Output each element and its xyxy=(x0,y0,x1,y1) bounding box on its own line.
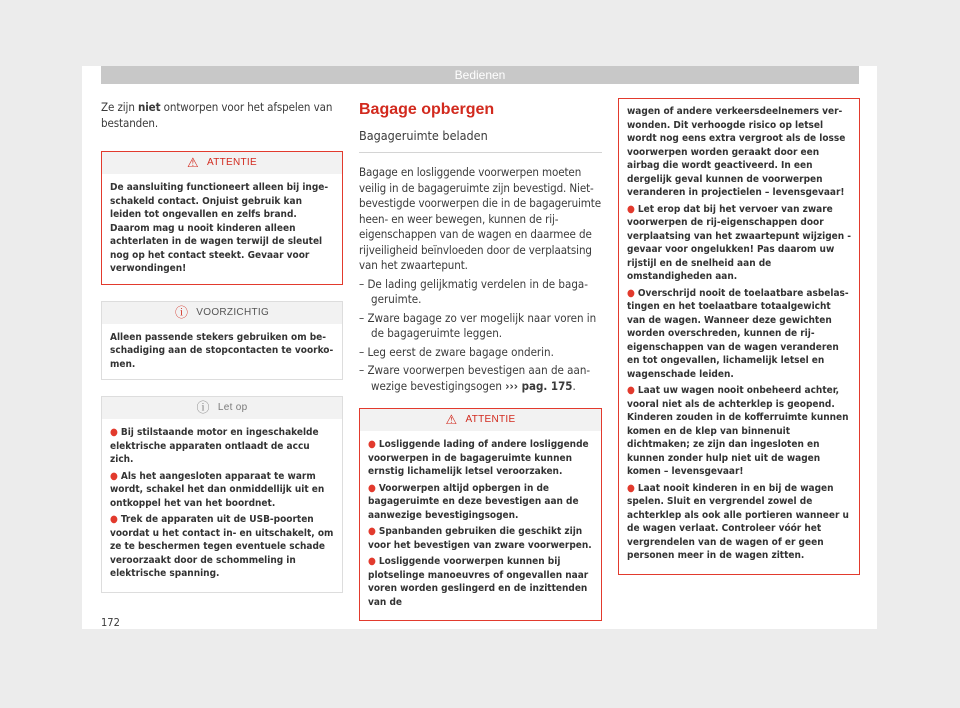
bullet-icon: ● xyxy=(110,427,118,438)
warning-box-title: ATTENTIE xyxy=(206,157,257,169)
list-item: ● Let erop dat bij het vervoer van zware voorwerpen de rij-eigenschappen door verplaatsing van het zwaartepunt wijzigen - gevaar voor ongelukken! Pas daarom uw rijstijl en de snelheid aan de omstandigheden aan. xyxy=(627,203,852,282)
list-item: ● Laat uw wagen nooit onbeheerd achter, vooral niet als de achterklep is geopend. Kinderen zouden in de kofferruimte kunnen komen en de klep van binnenuit dichtmaken; ze zijn dan ingesloten en kunnen zonder hulp niet uit de wagen komen – levensgevaar! xyxy=(627,385,849,477)
list-item: ● Losliggende voorwerpen kunnen bij plotselinge manoeuvres of ongevallen naar voren worden geslingerd en de inzittenden van de xyxy=(368,556,589,608)
info-circle-icon: ⓘ xyxy=(174,304,189,320)
dash-item: – Zware voorwerpen bevestigen aan de aanwezige bevestigingsogen ››› pag. 175. xyxy=(359,363,591,393)
note-box-letop xyxy=(101,396,343,593)
bullet-icon: ● xyxy=(627,385,635,396)
warning-text: De aansluiting functioneert alleen bij ingeschakeld contact. Onjuist gebruik kan leiden tot ongevallen en zelfs brand. Daarom mag u nooit kinderen alleen achterlaten in de wagen terwijl de sleutel nog op het contact steekt. Gevaar voor verwondingen! xyxy=(110,182,329,274)
warning-box-body xyxy=(102,174,342,284)
list-item: ● Spanbanden gebruiken die geschikt zijn voor het bevestigen van zware voorwerpen. xyxy=(368,526,592,551)
warning-box-header xyxy=(102,152,342,174)
intro-paragraph xyxy=(101,100,343,131)
warning-box-title: ATTENTIE xyxy=(465,414,516,426)
warning-triangle-icon: ⚠ xyxy=(187,155,199,171)
bullet-icon: ● xyxy=(368,526,376,537)
intro-text: Ze zijn xyxy=(101,100,138,114)
intro-text-end: ontworpen voor het afspelen van bestanden. xyxy=(101,100,333,130)
list-item: ● Losliggende lading of andere losliggende voorwerpen in de bagageruimte kunnen ernstig lichamelijk letsel veroorzaken. xyxy=(368,439,589,477)
intro-emphasis: niet xyxy=(137,100,161,114)
bullet-icon: ● xyxy=(110,514,118,525)
caution-box-title: VOORZICHTIG xyxy=(196,306,270,318)
bullet-icon: ● xyxy=(627,482,635,494)
list-item: ● Als het aangesloten apparaat te warm wordt, schakel het dan onmiddellijk uit en ontkoppel het van het boordnet. xyxy=(110,470,325,509)
warning-box-attentie-cargo xyxy=(359,408,602,621)
bullet-icon: ● xyxy=(110,470,118,482)
caution-box-body xyxy=(102,324,342,380)
note-box-title: Let op xyxy=(217,402,248,414)
warning-box-attentie xyxy=(101,151,343,285)
list-item: ● Trek de apparaten uit de USB-poorten voordat u het contact in- en uitschakelt, om ze te beschermen tegen eventuele schade veroorzaakt door de schommeling in elektrische spanning. xyxy=(110,514,334,579)
caution-box-voorzichtig xyxy=(101,301,343,381)
list-item: ● Voorwerpen altijd opbergen in de bagageruimte en deze bevestigen aan de aanwezige bevestigingsogen. xyxy=(368,482,579,521)
column-right xyxy=(618,98,860,575)
note-icon: ⓘ xyxy=(196,400,210,416)
warning-box-header xyxy=(360,409,601,431)
column-left xyxy=(101,100,343,593)
column-middle xyxy=(359,100,602,621)
warning-box-body xyxy=(360,431,601,620)
list-item: ● Laat nooit kinderen in en bij de wagen spelen. Sluit en vergrendel zowel de achterklep als ook alle portieren wanneer u de wagen verlaat. Controleer vóór het vergrendelen van de wagen of er geen personen meer in de wagen zitten. xyxy=(627,482,849,561)
page-reference-link[interactable]: ››› pag. 175 xyxy=(505,378,573,393)
dash-item: – De lading gelijkmatig verdelen in de bagageruimte. xyxy=(359,276,588,306)
warning-box-continued xyxy=(618,98,860,575)
page-number: 172 xyxy=(101,616,120,629)
list-item: ● Bij stilstaande motor en ingeschakelde elektrische apparaten ontlaadt de accu zich. xyxy=(110,427,319,465)
bullet-icon: ● xyxy=(368,556,376,567)
caution-text: Alleen passende stekers gebruiken om beschadiging aan de stopcontacten te voorkomen. xyxy=(110,331,334,370)
section-header: Bedienen xyxy=(101,66,859,84)
dash-item: – Leg eerst de zware bagage onderin. xyxy=(359,344,554,359)
bullet-icon: ● xyxy=(368,482,376,494)
warning-triangle-icon: ⚠ xyxy=(445,412,458,428)
page-title: Bagage opbergen xyxy=(359,101,495,118)
warning-box-body xyxy=(619,99,859,574)
bullet-icon: ● xyxy=(627,287,635,299)
list-item: ● Overschrijd nooit de toelaatbare asbelastingen en het toelaatbare totaalgewicht van de wagen. Wanneer deze gewichten worden overschreden, kunnen de rij-eigenschappen van de wagen veranderen en tot ongevallen, lichamelijk letsel en wagenschade leiden. xyxy=(627,287,849,380)
bullet-icon: ● xyxy=(368,439,376,450)
note-box-body xyxy=(102,419,342,592)
body-paragraph: Bagage en losliggende voorwerpen moeten veilig in de bagageruimte zijn bevestigd. Niet-bevestigde voorwerpen die in de bagageruimte heen- en weer bewegen, kunnen de rij-eigenschappen van de wagen en daarmee de rijveiligheid beïnvloeden door de verplaatsing van het zwaartepunt. xyxy=(359,165,602,272)
caution-box-header xyxy=(102,302,342,324)
bullet-icon: ● xyxy=(627,203,635,215)
dash-item: – Zware bagage zo ver mogelijk naar voren in de bagageruimte leggen. xyxy=(359,310,597,340)
continued-text: wagen of andere verkeersdeelnemers verwonden. Dit verhoogde risico op letsel wordt nog eens extra vergroot als de losse voorwerpen worden geraakt door een airbag die wordt geactiveerd. In een dergelijk geval kunnen de voorwerpen veranderen in projectielen – levensgevaar! xyxy=(627,106,846,198)
section-subtitle: Bagageruimte beladen xyxy=(359,126,602,153)
note-box-header xyxy=(102,397,342,419)
